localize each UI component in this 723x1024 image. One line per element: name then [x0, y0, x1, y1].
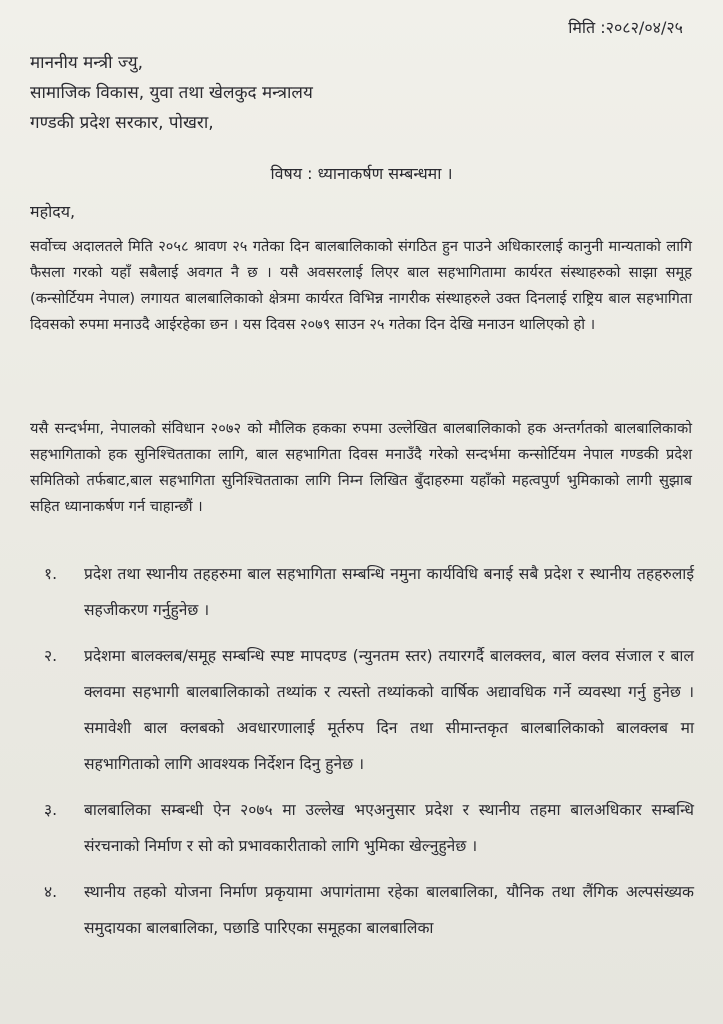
list-item-text: प्रदेश तथा स्थानीय तहहरुमा बाल सहभागिता सम्बन्धि नमुना कार्यविधि बनाई सबै प्रदेश र स्थानीय तहहरुलाई सहजीकरण गर्नुहुनेछ ।: [84, 565, 694, 619]
address-line-1: माननीय मन्त्री ज्यु,: [30, 53, 143, 73]
letter-subject: विषय : ध्यानाकर्षण सम्बन्धमा ।: [270, 164, 453, 183]
body-paragraph-2: यसै सन्दर्भमा, नेपालको संविधान २०७२ को मौलिक हकका रुपमा उल्लेखित बालबालिकाको हक अन्तर्गतको बालबालिकाको सहभागिताको हक सुनिश्चितताका लागि, बाल सहभागिता दिवस मनाउँदै गरेको सन्दर्भमा कन्सोर्टियम नेपाल गण्डकी प्रदेश समितिको तर्फबाट,बाल सहभागिता सुनिश्चितताका लागि निम्न लिखित बुँदाहरुमा यहाँको महत्वपुर्ण भुमिकाको लागी सुझाब सहित ध्यानाकर्षण गर्न चाहान्छौं ।: [30, 420, 692, 515]
list-item: [44, 792, 694, 864]
list-item: [44, 638, 694, 782]
list-item: [44, 874, 694, 946]
suggestion-list: [44, 556, 694, 956]
address-line-3: गण्डकी प्रदेश सरकार, पोखरा,: [30, 113, 214, 133]
list-item-number: ४.: [44, 883, 58, 901]
list-item: [44, 556, 694, 628]
recipient-address: [30, 48, 313, 138]
list-item-number: १.: [44, 565, 58, 583]
body-paragraph-1: सर्वोच्च अदालतले मिति २०५८ श्रावण २५ गतेका दिन बालबालिकाको संगठित हुन पाउने अधिकारलाई कानुनी मान्यताको लागि फैसला गरको यहाँ सबैलाई अवगत नै छ । यसै अवसरलाई लिएर बाल सहभागितामा कार्यरत संस्थाहरुको साझा समूह (कन्सोर्टियम नेपाल) लगायत बालबालिकाको क्षेत्रमा कार्यरत विभिन्न नागरीक संस्थाहरुले उक्त दिनलाई राष्ट्रिय बाल सहभागिता दिवसको रुपमा मनाउदै आईरहेका छन । यस दिवस २०७९ साउन २५ गतेका दिन देखि मनाउन थालिएको हो ।: [30, 238, 692, 333]
salutation: महोदय,: [30, 202, 76, 221]
address-line-2: सामाजिक विकास, युवा तथा खेलकुद मन्त्रालय: [30, 83, 313, 103]
list-item-number: २.: [44, 647, 58, 665]
list-item-text: प्रदेशमा बालक्लब/समूह सम्बन्धि स्पष्ट मापदण्ड (न्युनतम स्तर) तयारगर्दै बालक्लव, बाल क्लव संजाल र बाल क्लवमा सहभागी बालबालिकाको तथ्यांक र त्यस्तो तथ्यांकको वार्षिक अद्यावधिक गर्ने व्यवस्था गर्नु हुनेछ । समावेशी बाल क्लबको अवधारणालाई मूर्तरुप दिन तथा सीमान्तकृत बालबालिकाको बालक्लब मा सहभागिताको लागि आवश्यक निर्देशन दिनु हुनेछ ।: [84, 647, 694, 773]
list-item-number: ३.: [44, 801, 58, 819]
list-item-text: बालबालिका सम्बन्धी ऐन २०७५ मा उल्लेख भएअनुसार प्रदेश र स्थानीय तहमा बालअधिकार सम्बन्धि संरचनाको निर्माण र सो को प्रभावकारीताको लागि भुमिका खेल्नुहुनेछ ।: [84, 801, 694, 855]
letter-date: मिति :२०८२/०४/२५: [568, 18, 683, 37]
list-item-text: स्थानीय तहको योजना निर्माण प्रकृयामा अपागंतामा रहेका बालबालिका, यौनिक तथा लैंगिक अल्पसंख्यक समुदायका बालबालिका, पछाडि पारिएका समूहका बालबालिका: [84, 883, 694, 937]
